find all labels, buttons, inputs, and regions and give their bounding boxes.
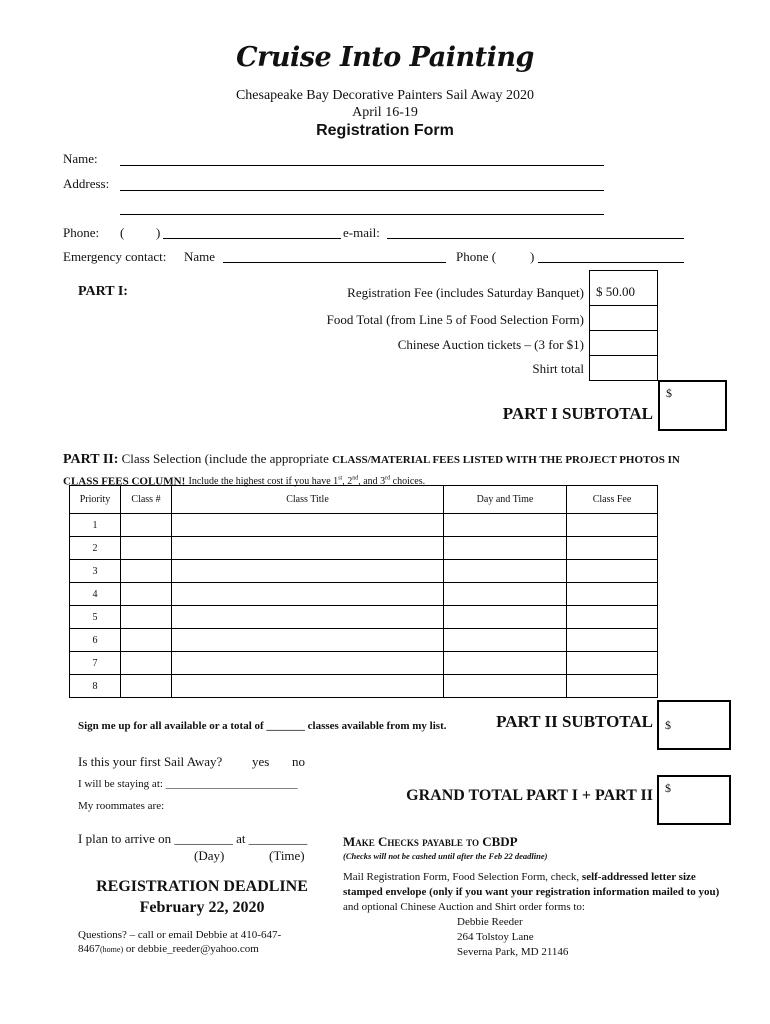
mailing-address-city: Severna Park, MD 21146 xyxy=(457,946,569,958)
row-priority: 2 xyxy=(70,537,121,560)
event-dates: April 16-19 xyxy=(352,105,418,120)
row-priority: 4 xyxy=(70,583,121,606)
arrival-time-label: (Time) xyxy=(269,848,305,863)
auction-tickets-field[interactable] xyxy=(589,330,658,356)
row-priority: 5 xyxy=(70,606,121,629)
address-field-line2[interactable] xyxy=(120,214,604,215)
class-fee-field[interactable] xyxy=(567,629,658,652)
arrival-day-label: (Day) xyxy=(194,848,225,863)
registration-fee-label: Registration Fee (includes Saturday Banquet) xyxy=(347,285,584,300)
checks-note: (Checks will not be cashed until after the Feb 22 deadline) xyxy=(343,851,548,861)
shirt-total-label: Shirt total xyxy=(532,361,584,376)
registration-fee-box xyxy=(589,270,658,306)
email-label: e-mail: xyxy=(343,225,380,240)
staying-at-field[interactable]: I will be staying at: ________________________ xyxy=(78,778,298,790)
event-name: Chesapeake Bay Decorative Painters Sail Away 2020 xyxy=(235,88,535,103)
class-number-field[interactable] xyxy=(121,675,172,698)
class-title-field[interactable] xyxy=(172,675,444,698)
row-priority: 1 xyxy=(70,514,121,537)
table-row xyxy=(70,583,658,606)
class-fee-field[interactable] xyxy=(567,514,658,537)
class-number-field[interactable] xyxy=(121,583,172,606)
registration-fee-value: $ 50.00 xyxy=(596,284,635,299)
phone-label: Phone: xyxy=(63,225,100,240)
part1-subtotal-field[interactable] xyxy=(658,380,727,431)
day-time-field[interactable] xyxy=(444,652,567,675)
part2-subtotal-currency: $ xyxy=(665,718,671,732)
table-row xyxy=(70,652,658,675)
class-number-field[interactable] xyxy=(121,514,172,537)
class-fee-field[interactable] xyxy=(567,675,658,698)
col-day-time: Day and Time xyxy=(444,486,567,514)
row-priority: 8 xyxy=(70,675,121,698)
class-number-field[interactable] xyxy=(121,537,172,560)
table-row xyxy=(70,514,658,537)
col-class-fee: Class Fee xyxy=(567,486,658,514)
table-row xyxy=(70,606,658,629)
emergency-phone-label: Phone ( xyxy=(456,249,497,264)
mailing-address xyxy=(457,915,568,960)
class-title-field[interactable] xyxy=(172,514,444,537)
part2-subtotal-field[interactable] xyxy=(657,700,731,750)
first-sailaway-no[interactable]: no xyxy=(292,754,305,769)
day-time-field[interactable] xyxy=(444,583,567,606)
roommates-label: My roommates are: xyxy=(78,800,165,812)
part2-instruction: Class Selection (include the appropriate xyxy=(121,451,329,466)
mailing-instructions: Mail Registration Form, Food Selection Form, check, self-addressed letter size stamped envelope (only if you want your registration information mailed to you) and optional Chinese Auction and Shirt order forms to: xyxy=(343,871,720,913)
row-priority: 6 xyxy=(70,629,121,652)
emergency-contact-label: Emergency contact: xyxy=(63,249,167,264)
table-row xyxy=(70,629,658,652)
first-sailaway-question: Is this your first Sail Away? xyxy=(78,754,223,769)
grand-total-field[interactable] xyxy=(657,775,731,825)
day-time-field[interactable] xyxy=(444,560,567,583)
grand-total-currency: $ xyxy=(665,781,671,795)
phone-area-open: ( xyxy=(120,225,125,240)
part1-subtotal-label: PART I SUBTOTAL xyxy=(502,404,653,423)
class-title-field[interactable] xyxy=(172,583,444,606)
phone-area-close: ) xyxy=(156,225,161,240)
class-fee-field[interactable] xyxy=(567,537,658,560)
phone-field[interactable] xyxy=(163,238,341,239)
day-time-field[interactable] xyxy=(444,675,567,698)
shirt-total-field[interactable] xyxy=(589,355,658,381)
questions-contact: Questions? – call or email Debbie at 410-647- 8467(home) or debbie_reeder@yahoo.com xyxy=(78,929,282,955)
day-time-field[interactable] xyxy=(444,514,567,537)
col-priority: Priority xyxy=(70,486,121,514)
col-class-number: Class # xyxy=(121,486,172,514)
emergency-phone-close: ) xyxy=(530,249,535,264)
grand-total-label: GRAND TOTAL PART I + PART II xyxy=(406,787,653,804)
form-title-script: Cruise Into Painting xyxy=(236,42,534,73)
day-time-field[interactable] xyxy=(444,629,567,652)
table-row xyxy=(70,537,658,560)
food-total-label: Food Total (from Line 5 of Food Selection Form) xyxy=(326,312,584,327)
email-field[interactable] xyxy=(387,238,684,239)
name-field[interactable] xyxy=(120,165,604,166)
class-title-field[interactable] xyxy=(172,560,444,583)
part2-heading: PART II: xyxy=(63,452,119,467)
address-label: Address: xyxy=(63,176,110,191)
deadline-date: February 22, 2020 xyxy=(139,899,265,916)
part2-subtotal-label: PART II SUBTOTAL xyxy=(496,712,653,731)
part2-instruction-bold: CLASS/MATERIAL FEES LISTED WITH THE PROJECT PHOTOS IN CLASS FEES COLUMN! xyxy=(63,454,680,488)
class-title-field[interactable] xyxy=(172,629,444,652)
row-priority: 7 xyxy=(70,652,121,675)
arrival-field[interactable]: I plan to arrive on _________ at _________ xyxy=(78,831,308,846)
class-number-field[interactable] xyxy=(121,560,172,583)
class-title-field[interactable] xyxy=(172,537,444,560)
class-fee-field[interactable] xyxy=(567,583,658,606)
registration-form-heading: Registration Form xyxy=(316,122,454,139)
class-fee-field[interactable] xyxy=(567,560,658,583)
class-number-field[interactable] xyxy=(121,652,172,675)
food-total-field[interactable] xyxy=(589,305,658,331)
day-time-field[interactable] xyxy=(444,606,567,629)
table-row xyxy=(70,560,658,583)
part1-heading: PART I: xyxy=(78,284,128,299)
emergency-name-field[interactable] xyxy=(223,262,446,263)
class-title-field[interactable] xyxy=(172,652,444,675)
class-number-field[interactable] xyxy=(121,629,172,652)
part2-instruction-tail: Include the highest cost if you have 1st, 2nd, and 3rd choices. xyxy=(188,476,426,488)
class-selection-table xyxy=(69,485,658,698)
emergency-name-label: Name xyxy=(184,249,216,264)
emergency-phone-field[interactable] xyxy=(538,262,684,263)
mailing-address-street: 264 Tolstoy Lane xyxy=(457,931,534,943)
part1-subtotal-currency: $ xyxy=(666,386,672,400)
class-fee-field[interactable] xyxy=(567,652,658,675)
day-time-field[interactable] xyxy=(444,537,567,560)
auction-tickets-label: Chinese Auction tickets – (3 for $1) xyxy=(397,337,584,352)
name-label: Name: xyxy=(63,151,98,166)
first-sailaway-yes[interactable]: yes xyxy=(252,754,270,769)
class-fee-field[interactable] xyxy=(567,606,658,629)
class-title-field[interactable] xyxy=(172,606,444,629)
signup-all-text: Sign me up for all available or a total of _______ classes available from my list. xyxy=(78,720,447,732)
mailing-address-name: Debbie Reeder xyxy=(457,916,523,928)
checks-payable-heading: Make Checks payable to CBDP xyxy=(343,834,518,849)
col-class-title: Class Title xyxy=(172,486,444,514)
address-field-line1[interactable] xyxy=(120,190,604,191)
class-number-field[interactable] xyxy=(121,606,172,629)
row-priority: 3 xyxy=(70,560,121,583)
deadline-heading: REGISTRATION DEADLINE xyxy=(96,878,308,895)
table-row xyxy=(70,675,658,698)
